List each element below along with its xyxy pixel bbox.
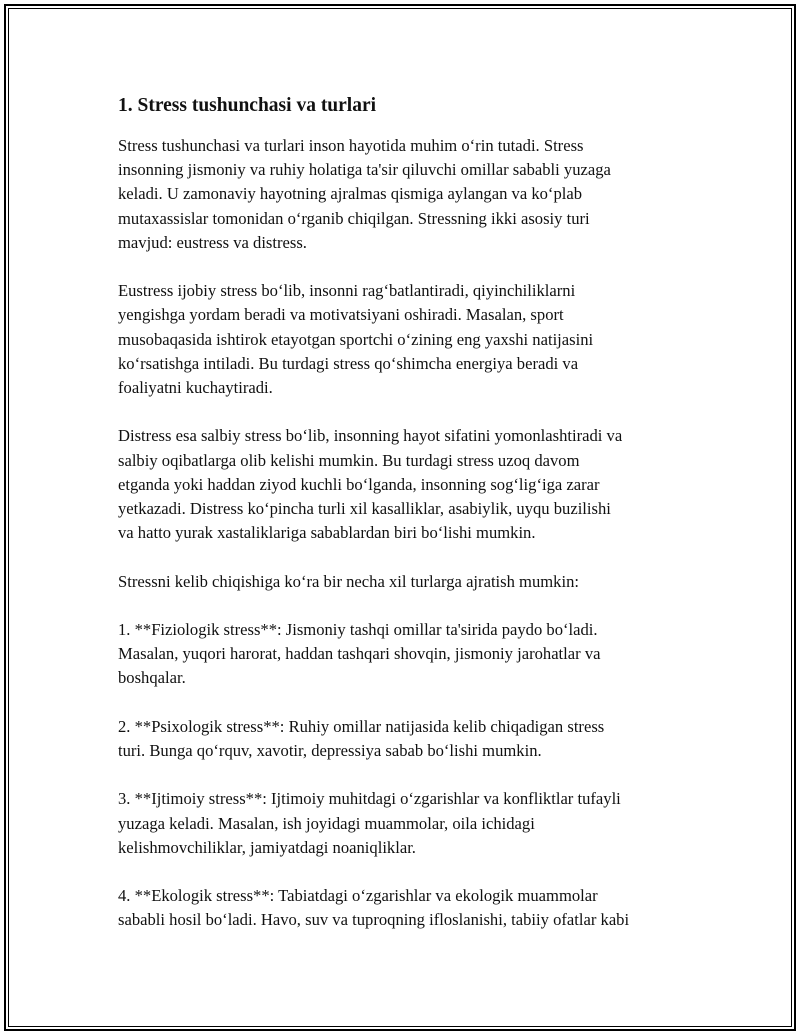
text-line: 4. **Ekologik stress**: Tabiatdagi o‘zgarishlar va ekologik muammolar bbox=[118, 886, 598, 906]
list-item-ecological bbox=[118, 884, 688, 932]
text-line: mutaxassislar tomonidan o‘rganib chiqilgan. Stressning ikki asosiy turi bbox=[118, 208, 590, 228]
text-line: insonning jismoniy va ruhiy holatiga ta'sir qiluvchi omillar sababli yuzaga bbox=[118, 160, 611, 180]
text-line: yengishga yordam beradi va motivatsiyani oshiradi. Masalan, sport bbox=[118, 305, 564, 325]
text-line: Stress tushunchasi va turlari inson hayotida muhim o‘rin tutadi. Stress bbox=[118, 136, 584, 155]
paragraph-types-intro bbox=[118, 570, 688, 594]
text-line: keladi. U zamonaviy hayotning ajralmas qismiga aylangan va ko‘plab bbox=[118, 184, 583, 204]
text-line: 3. **Ijtimoiy stress**: Ijtimoiy muhitdagi o‘zgarishlar va konfliktlar tufayli bbox=[118, 789, 621, 809]
paragraph-intro bbox=[118, 134, 688, 255]
text-line: mavjud: eustress va distress. bbox=[118, 232, 307, 252]
text-line: boshqalar. bbox=[118, 668, 186, 688]
text-line: kelishmovchiliklar, jamiyatdagi noaniqliklar. bbox=[118, 837, 416, 857]
text-line: va hatto yurak xastaliklariga sabablardan biri bo‘lishi mumkin. bbox=[118, 523, 536, 543]
text-line: yuzaga keladi. Masalan, ish joyidagi muammolar, oila ichidagi bbox=[118, 813, 535, 833]
text-line: sababli hosil bo‘ladi. Havo, suv va tuproqning ifloslanishi, tabiiy ofatlar kabi bbox=[118, 910, 630, 930]
text-line: yetkazadi. Distress ko‘pincha turli xil kasalliklar, asabiylik, uyqu buzilishi bbox=[118, 499, 611, 519]
text-line: Eustress ijobiy stress bo‘lib, insonni rag‘batlantiradi, qiyinchiliklarni bbox=[118, 281, 576, 301]
text-line: turi. Bunga qo‘rquv, xavotir, depressiya sabab bo‘lishi mumkin. bbox=[118, 741, 542, 760]
text-line: 2. **Psixologik stress**: Ruhiy omillar natijasida kelib chiqadigan stress bbox=[118, 716, 605, 736]
text-line: 1. **Fiziologik stress**: Jismoniy tashqi omillar ta'sirida paydo bo‘ladi. bbox=[118, 620, 598, 639]
list-item-physiological bbox=[118, 618, 688, 691]
text-line: salbiy oqibatlarga olib kelishi mumkin. Bu turdagi stress uzoq davom bbox=[118, 450, 580, 470]
text-line: ko‘rsatishga intiladi. Bu turdagi stress qo‘shimcha energiya beradi va bbox=[118, 353, 579, 373]
document-body bbox=[118, 92, 688, 957]
list-item-social bbox=[118, 787, 688, 860]
text-line: Stressni kelib chiqishiga ko‘ra bir necha xil turlarga ajratish mumkin: bbox=[118, 571, 579, 591]
text-line: Masalan, yuqori harorat, haddan tashqari shovqin, jismoniy jarohatlar va bbox=[118, 644, 601, 664]
list-item-psychological bbox=[118, 715, 688, 763]
text-line: etganda yoki haddan ziyod kuchli bo‘lganda, insonning sog‘lig‘iga zarar bbox=[118, 474, 600, 494]
section-heading: 1. Stress tushunchasi va turlari bbox=[118, 95, 377, 116]
text-line: foaliyatni kuchaytiradi. bbox=[118, 378, 273, 398]
paragraph-eustress bbox=[118, 279, 688, 400]
text-line: musobaqasida ishtirok etayotgan sportchi o‘zining eng yaxshi natijasini bbox=[118, 329, 594, 349]
text-line: Distress esa salbiy stress bo‘lib, insonning hayot sifatini yomonlashtiradi va bbox=[118, 426, 623, 446]
paragraph-distress bbox=[118, 424, 688, 545]
